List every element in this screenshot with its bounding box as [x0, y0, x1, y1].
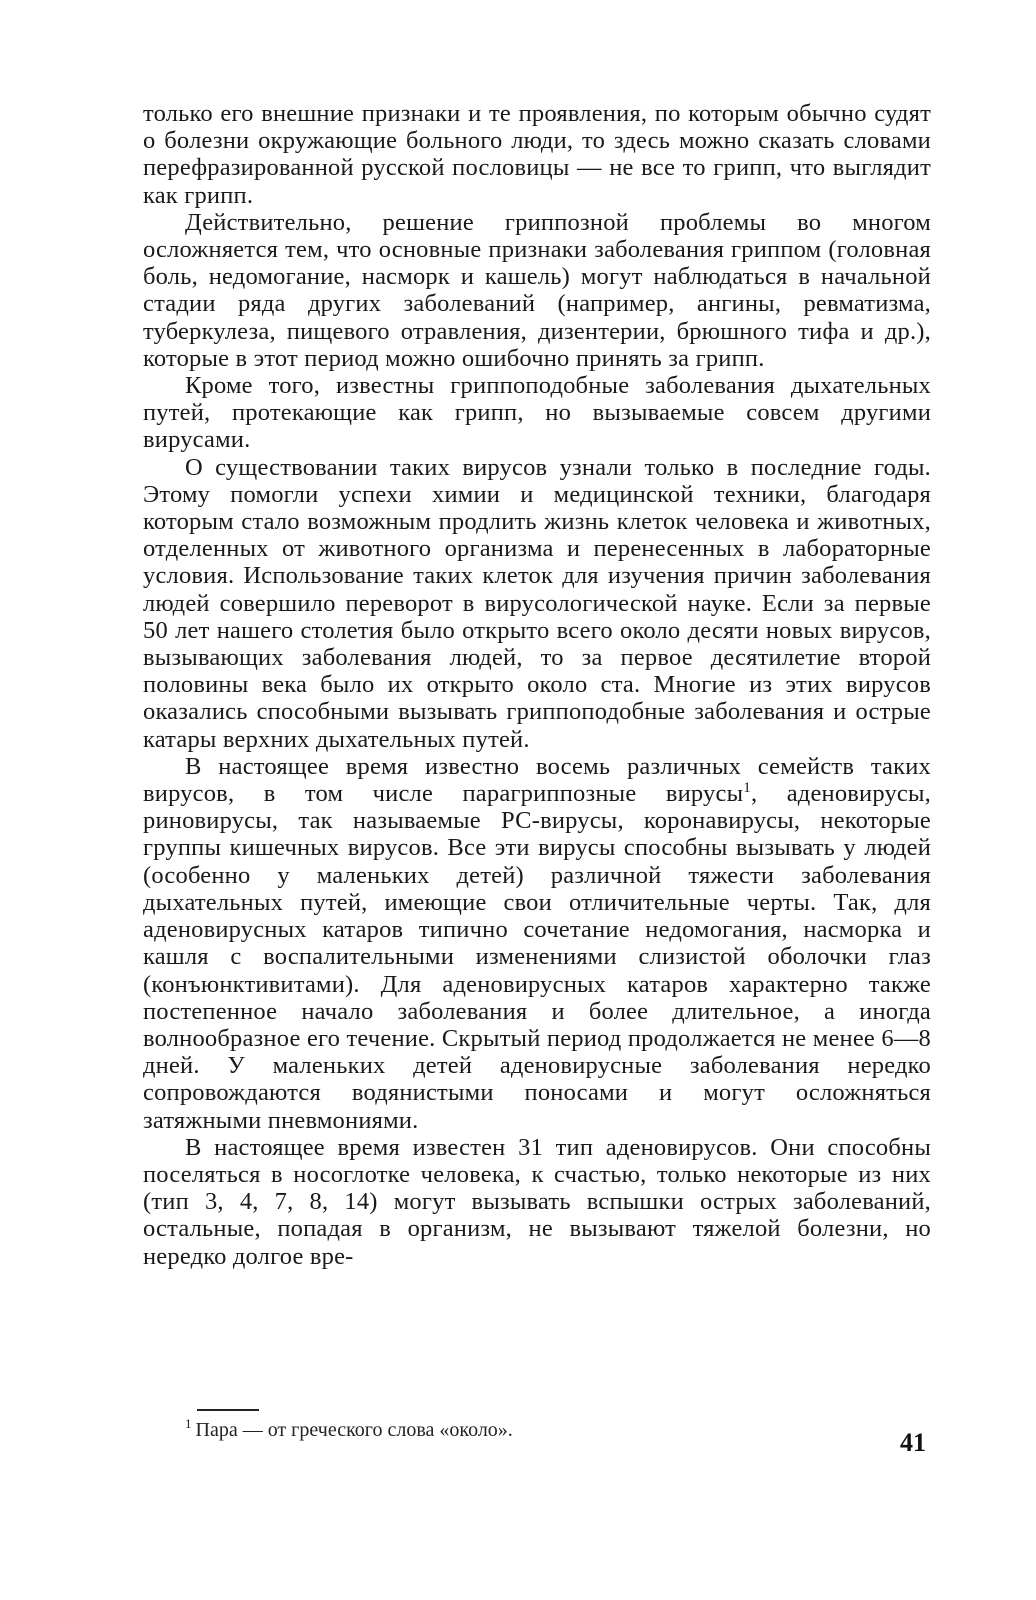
- paragraph-5-start: В настоящее время известно восемь различных семейств таких вирусов, в том числе парагриппозные вирусы: [143, 752, 931, 808]
- paragraph-3: Кроме того, известны гриппоподобные заболевания дыхательных путей, протекающие как грипп, но вызываемые совсем другими вирусами.: [143, 372, 931, 454]
- text-column: [143, 100, 931, 1270]
- paragraph-1: только его внешние признаки и те проявления, по которым обычно судят о болезни окружающие больного люди, то здесь можно сказать словами перефразированной русской пословицы — не все то грипп, что выглядит как грипп.: [143, 100, 931, 209]
- footnote: [185, 1418, 785, 1442]
- footnote-mark: 1: [185, 1416, 192, 1432]
- paragraph-5: [143, 753, 931, 1134]
- footnote-reference: 1: [743, 779, 751, 796]
- paragraph-5-end: , аденовирусы, риновирусы, так называемые РС-вирусы, коронавирусы, некоторые группы кишечных вирусов. Все эти вирусы способны вызывать у людей (особенно у маленьких детей) различной тяжести заболевания дыхательных путей, имеющие свои отличительные черты. Так, для аденовирусных катаров типично сочетание недомогания, насморка и кашля с воспалительными изменениями слизистой оболочки глаз (конъюнктивитами). Для аденовирусных катаров характерно также постепенное начало заболевания и более длительное, а иногда волнообразное его течение. Скрытый период продолжается не менее 6—8 дней. У маленьких детей аденовирусные заболевания нередко сопровождаются водянистыми поносами и могут осложняться затяжными пневмониями.: [143, 780, 931, 1134]
- footnote-text: Пара — от греческого слова «около».: [195, 1419, 513, 1441]
- paragraph-4: О существовании таких вирусов узнали только в последние годы. Этому помогли успехи химии и медицинской техники, благодаря которым стало возможным продлить жизнь клеток человека и животных, отделенных от животного организма и перенесенных в лабораторные условия. Использование таких клеток для изучения причин заболевания людей совершило переворот в вирусологической науке. Если за первые 50 лет нашего столетия было открыто всего около десяти новых вирусов, вызывающих заболевания людей, то за первое десятилетие второй половины века было их открыто около ста. Многие из этих вирусов оказались способными вызывать гриппоподобные заболевания и острые катары верхних дыхательных путей.: [143, 453, 931, 753]
- paragraph-6: В настоящее время известен 31 тип аденовирусов. Они способны поселяться в носоглотке человека, к счастью, только некоторые из них (тип 3, 4, 7, 8, 14) могут вызывать вспышки острых заболеваний, остальные, попадая в организм, не вызывают тяжелой болезни, но нередко долгое вре-: [143, 1133, 931, 1270]
- page-number: 41: [900, 1428, 926, 1457]
- footnote-separator: [197, 1409, 259, 1411]
- paragraph-2: Действительно, решение гриппозной проблемы во многом осложняется тем, что основные признаки заболевания гриппом (головная боль, недомогание, насморк и кашель) могут наблюдаться в начальной стадии ряда других заболеваний (например, ангины, ревматизма, туберкулеза, пищевого отравления, дизентерии, брюшного тифа и др.), которые в этот период можно ошибочно принять за грипп.: [143, 208, 931, 372]
